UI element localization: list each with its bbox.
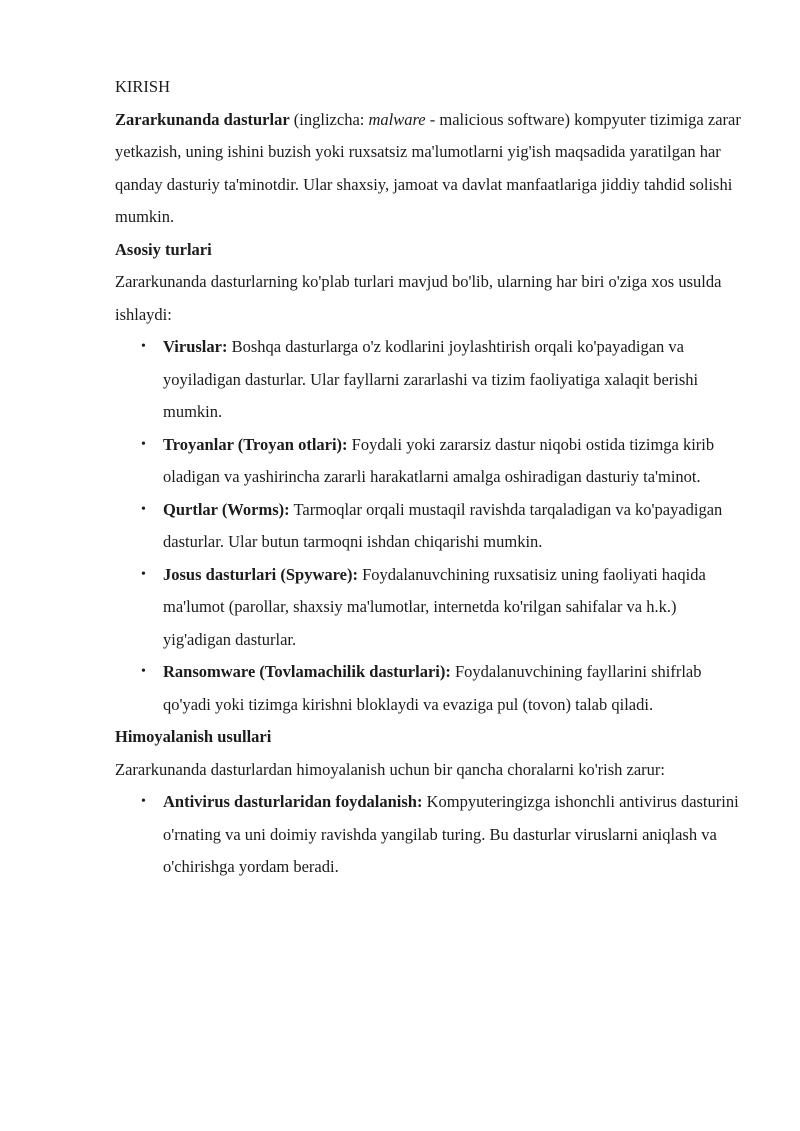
list-item-troyanlar: [115, 429, 743, 494]
list-item-label: Antivirus dasturlaridan foydalanish:: [163, 792, 423, 811]
intro-text-run: - malicious software) kompyuter tizimiga zarar yetkazish, uning ishini buzish yoki ruxsatsiz ma'lumotlarni yig'ish maqsadida yaratilgan har qanday dasturiy ta'minotdir. Ular shaxsiy, jamoat va davlat manfaatlariga jiddiy tahdid solishi mumkin.: [115, 109, 741, 226]
list-item-ransomware: [115, 656, 743, 721]
protection-methods-list: [115, 786, 743, 884]
bullet-icon: •: [141, 664, 146, 679]
intro-italic-term: malware: [368, 109, 426, 129]
bullet-icon: •: [141, 501, 146, 517]
list-item-text: Tarmoqlar orqali mustaqil ravishda tarqaladigan va ko'payadigan dasturlar. Ular butun tarmoqni ishdan chiqarishi mumkin.: [163, 499, 723, 551]
heading-kirish: KIRISH: [115, 77, 171, 96]
list-item-label: Troyanlar (Troyan otlari):: [163, 434, 348, 454]
list-item-viruslar: [115, 331, 743, 429]
list-item-text: Foydalanuvchining ruxsatisiz uning faoliyati haqida ma'lumot (parollar, shaxsiy ma'lumotlar, internetda ko'rilgan sahifalar va h.k.) yig'adigan dasturlar.: [163, 564, 706, 649]
list-item-text: Kompyuteringizga ishonchli antivirus dasturini o'rnating va uni doimiy ravishda yangilab turing. Bu dasturlar viruslarni aniqlash va o'chirishga yordam beradi.: [163, 792, 739, 876]
bullet-icon: •: [141, 339, 146, 354]
list-item-text: Foydali yoki zararsiz dastur niqobi ostida tizimga kirib oladigan va yashirincha zararli harakatlarni amalga oshiradigan dasturiy ta'minot.: [163, 434, 715, 486]
malware-types-list: [115, 331, 743, 721]
intro-bold-lead: Zararkunanda dasturlar: [115, 109, 290, 129]
list-item-label: Viruslar:: [163, 337, 228, 356]
section-lead-himoyalanish-usullari: Zararkunanda dasturlardan himoyalanish uchun bir qancha choralarni ko'rish zarur:: [115, 759, 666, 779]
bullet-icon: •: [141, 794, 146, 809]
list-item-antivirus: [115, 786, 743, 884]
list-item-label: Ransomware (Tovlamachilik dasturlari):: [163, 662, 451, 681]
section-title-himoyalanish-usullari: Himoyalanish usullari: [115, 727, 272, 746]
section-title-asosiy-turlari: Asosiy turlari: [115, 239, 212, 259]
list-item-josus-dasturlari: [115, 559, 743, 657]
section-lead-asosiy-turlari: Zararkunanda dasturlarning ko'plab turlari mavjud bo'lib, ularning har biri o'ziga xos usulda ishlaydi:: [115, 272, 722, 324]
intro-paragraph: [115, 104, 743, 234]
list-item-label: Qurtlar (Worms):: [163, 499, 290, 519]
list-item-text: Boshqa dasturlarga o'z kodlarini joylashtirish orqali ko'payadigan va yoyiladigan dasturlar. Ular fayllarni zararlashi va tizim faoliyatiga xalaqit berishi mumkin.: [163, 337, 699, 421]
bullet-icon: •: [141, 436, 146, 452]
list-item-qurtlar: [115, 494, 743, 559]
intro-text-run: (inglizcha:: [289, 109, 369, 129]
list-item-text: Foydalanuvchining fayllarini shifrlab qo'yadi yoki tizimga kirishni bloklaydi va evaziga pul (tovon) talab qiladi.: [163, 662, 702, 714]
list-item-label: Josus dasturlari (Spyware):: [163, 564, 358, 584]
bullet-icon: •: [141, 566, 146, 582]
